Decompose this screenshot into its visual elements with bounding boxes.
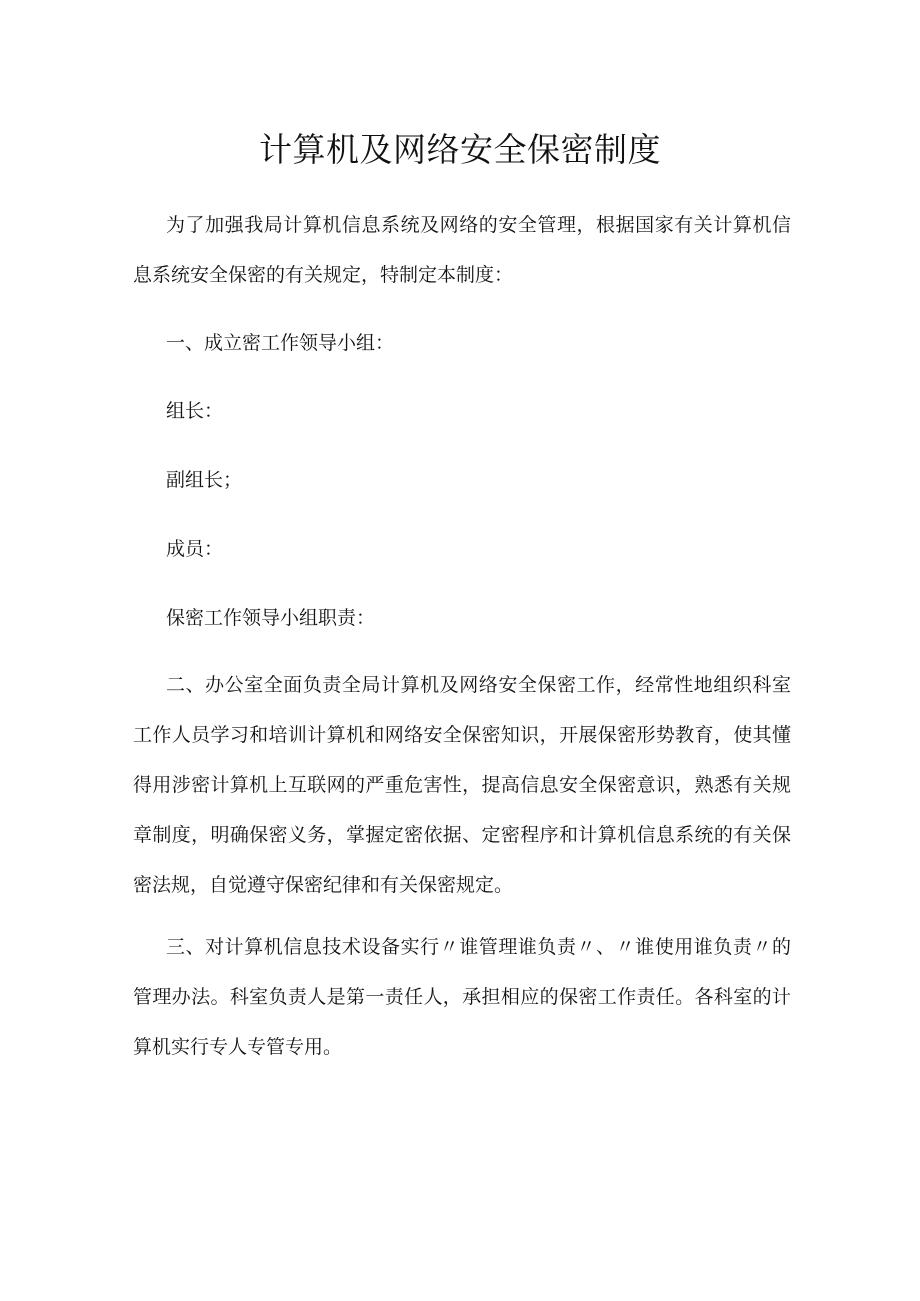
section-1-heading: 一、成立密工作领导小组： (166, 332, 395, 354)
intro-paragraph: 为了加强我局计算机信息系统及网络的安全管理，根据国家有关计算机信息系统安全保密的有关规定，特制定本制度： (133, 214, 791, 286)
members-line: 成员： (166, 538, 224, 560)
section-3-paragraph: 三、对计算机信息技术设备实行〃谁管理谁负责〃、〃谁使用谁负责〃的管理办法。科室负责人是第一责任人，承担相应的保密工作责任。各科室的计算机实行专人专管专用。 (133, 936, 791, 1058)
document-title: 计算机及网络安全保密制度 (259, 130, 661, 169)
section-2-paragraph: 二、办公室全面负责全局计算机及网络安全保密工作，经常性地组织科室工作人员学习和培训计算机和网络安全保密知识，开展保密形势教育，使其懂得用涉密计算机上互联网的严重危害性，提高信息安全保密意识，熟悉有关规章制度，明确保密义务，掌握定密依据、定密程序和计算机信息系统的有关保密法规，自觉遵守保密纪律和有关保密规定。 (133, 674, 791, 896)
leader-line: 组长： (166, 400, 224, 422)
duties-heading: 保密工作领导小组职责： (166, 607, 376, 629)
deputy-leader-line: 副组长； (166, 469, 243, 491)
